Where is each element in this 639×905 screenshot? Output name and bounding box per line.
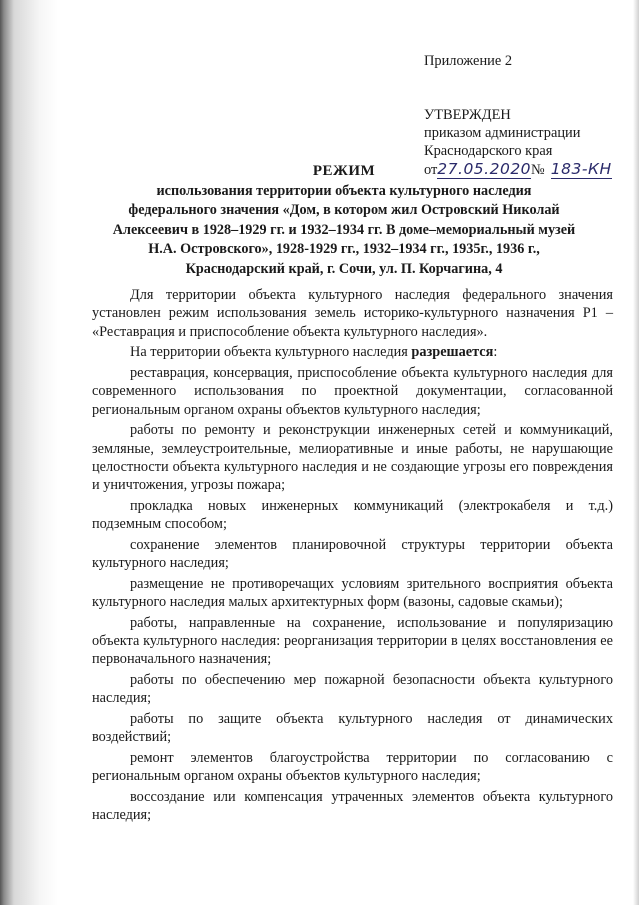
list-item: работы по ремонту и реконструкции инженерных сетей и коммуникаций, земляные, землеустроительные, мелиоративные и иные работы, не нарушающие целостности объекта культурного наследия и не создающие угрозы его повреждения и уничтожения, угрозы пожара; [92,422,613,494]
list-item: реставрация, консервация, приспособление объекта культурного наследия для современного использования по проектной документации, согласованной региональным органом охраны объектов культурного наследия; [92,364,613,418]
allowed-tail: : [493,344,498,361]
list-item: сохранение элементов планировочной структуры территории объекта культурного наследия; [92,536,613,572]
number-prefix: № [531,162,545,178]
heading-line-5: Краснодарский край, г. Сочи, ул. П. Корчагина, 4 [185,260,503,277]
approved-label: УТВЕРЖДЕН [424,107,511,123]
approved-by-line: приказом администрации [424,125,581,141]
handwritten-number: 183-КН [550,160,612,178]
document-heading [70,162,618,279]
list-item: прокладка новых инженерных коммуникаций (электрокабеля и т.д.) подземным способом; [92,497,613,533]
approved-region-line: Краснодарского края [424,143,553,159]
allowed-paragraph [92,343,613,361]
heading-title: РЕЖИМ [312,163,376,179]
document-body [92,286,613,827]
list-item: размещение не противоречащих условиям зрительного восприятия объекта культурного наследия малых архитектурных форм (вазоны, садовые скамьи); [92,575,613,611]
intro-paragraph: Для территории объекта культурного наследия федерального значения установлен режим использования земель историко-культурного назначения Р1 – «Реставрация и приспособление объекта культурного наследия». [92,287,613,340]
heading-line-3: Алексеевич в 1928–1929 гг. и 1932–1934 гг. В доме–мемориальный музей [112,221,576,238]
list-item: работы, направленные на сохранение, использование и популяризацию объекта культурного наследия: реорганизация территории в целях восстановления ее первоначального назначения; [92,614,613,668]
list-item: работы по защите объекта культурного наследия от динамических воздействий; [92,711,613,746]
approval-block [424,52,634,179]
list-item: воссоздание или компенсация утраченных элементов объекта культурного наследия; [92,789,613,824]
heading-line-2: федерального значения «Дом, в котором жил Островский Николай [128,202,560,218]
list-item: ремонт элементов благоустройства территории по согласованию с региональным органом охраны объектов культурного наследия; [92,750,613,785]
handwritten-date: 27.05.2020 [437,160,532,178]
list-item: работы по обеспечению мер пожарной безопасности объекта культурного наследия; [92,672,613,707]
allowed-bold: разрешается [411,344,494,361]
heading-line-1: использования территории объекта культурного наследия [156,182,532,199]
appendix-label: Приложение 2 [424,53,513,69]
heading-line-4: Н.А. Островского», 1928-1929 гг., 1932–1934 гг., 1935г., 1936 г., [148,241,540,257]
allowed-lead: На территории объекта культурного наследия [130,344,412,361]
date-prefix: от [424,162,438,178]
